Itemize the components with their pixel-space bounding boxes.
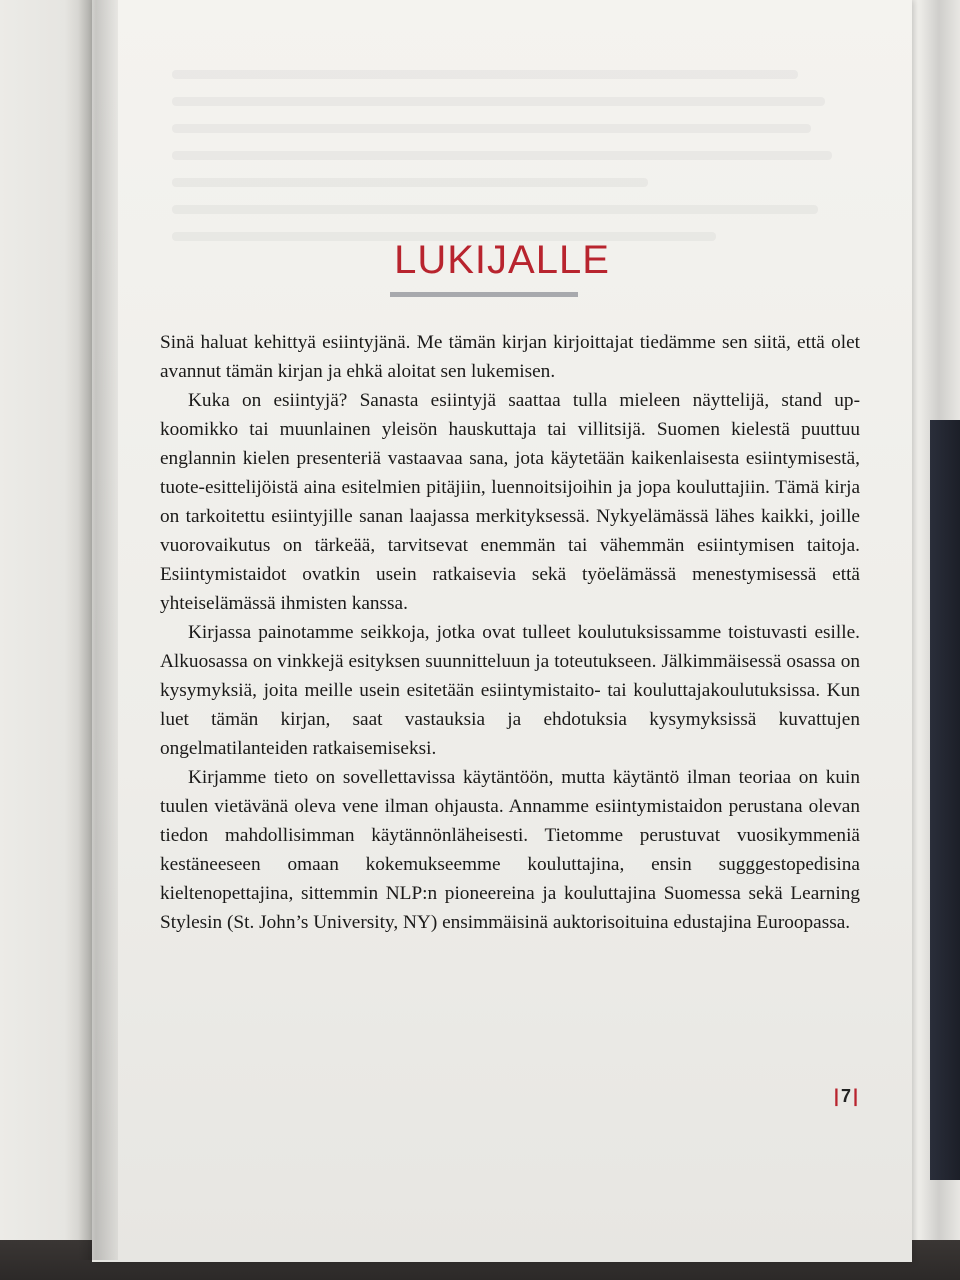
paragraph-1: Sinä haluat kehittyä esiintyjänä. Me tämän kirjan kirjoittajat tiedämme sen siitä, että olet avannut tämän kirjan ja ehkä aloitat sen lukemisen. bbox=[160, 332, 860, 382]
body-text bbox=[160, 328, 860, 937]
page-title: LUKIJALLE bbox=[394, 238, 610, 282]
book-page bbox=[92, 0, 912, 1262]
folio-bar-left: | bbox=[833, 1086, 839, 1106]
paragraph-3: Kirjassa painotamme seikkoja, jotka ovat tulleet koulutuksissamme toistuvasti esille. Alkuosassa on vinkkejä esityksen suunnitteluun ja toteutukseen. Jälkimmäisessä osassa on kysymyksiä, joita meille usein esitetään esiintymistaito- tai kouluttajakoulutuksissa. Kun luet tämän kirjan, saat vastauksia ja ehdotuksia kysymyksissä kuvattujen ongelmatilanteiden ratkaisemiseksi. bbox=[160, 622, 860, 759]
book-cover-edge bbox=[930, 420, 960, 1180]
heading-underline bbox=[390, 292, 578, 297]
gutter-shadow bbox=[78, 0, 118, 1260]
page-number bbox=[834, 1086, 858, 1107]
chapter-heading bbox=[92, 238, 912, 283]
paragraph-2: Kuka on esiintyjä? Sanasta esiintyjä saattaa tulla mieleen näyttelijä, stand up-koomikko tai muunlainen yleisön hauskuttaja tai villitsijä. Suomen kielestä puuttuu englannin kielen presenteriä vastaavaa sana, jota käytetään kaikenlaisesta esiintymisestä, tuote-esittelijöistä aina esitelmien pitäjiin, luennoitsijoihin ja jopa kouluttajiin. Tämä kirja on tarkoitettu esiintyjille sanan laajassa merkityksessä. Nykyelämässä lähes kaikki, joille vuorovaikutus on tärkeää, tarvitsevat enemmän tai vähemmän esiintymisen taitoja. Esiintymistaidot ovatkin usein ratkaisevia sekä työelämässä menestymisessä että yhteiselämässä ihmisten kanssa. bbox=[160, 390, 860, 614]
page-number-value: 7 bbox=[840, 1086, 851, 1106]
paragraph-4: Kirjamme tieto on sovellettavissa käytäntöön, mutta käytäntö ilman teoriaa on kuin tuulen vietävänä oleva vene ilman ohjausta. Annamme esiintymistaidon perustana olevan tiedon mahdollisimman käytännönläheisesti. Tietomme perustuvat vuosikymmeniä kestäneeseen omaan kokemukseemme kouluttajina, ensin sugggestopedisina kieltenopettajina, sittemmin NLP:n pioneereina ja kouluttajina Suomessa sekä Learning Stylesin (St. John’s University, NY) ensimmäisinä auktorisoituina edustajina Euroopassa. bbox=[160, 767, 860, 933]
folio-bar-right: | bbox=[852, 1086, 858, 1106]
